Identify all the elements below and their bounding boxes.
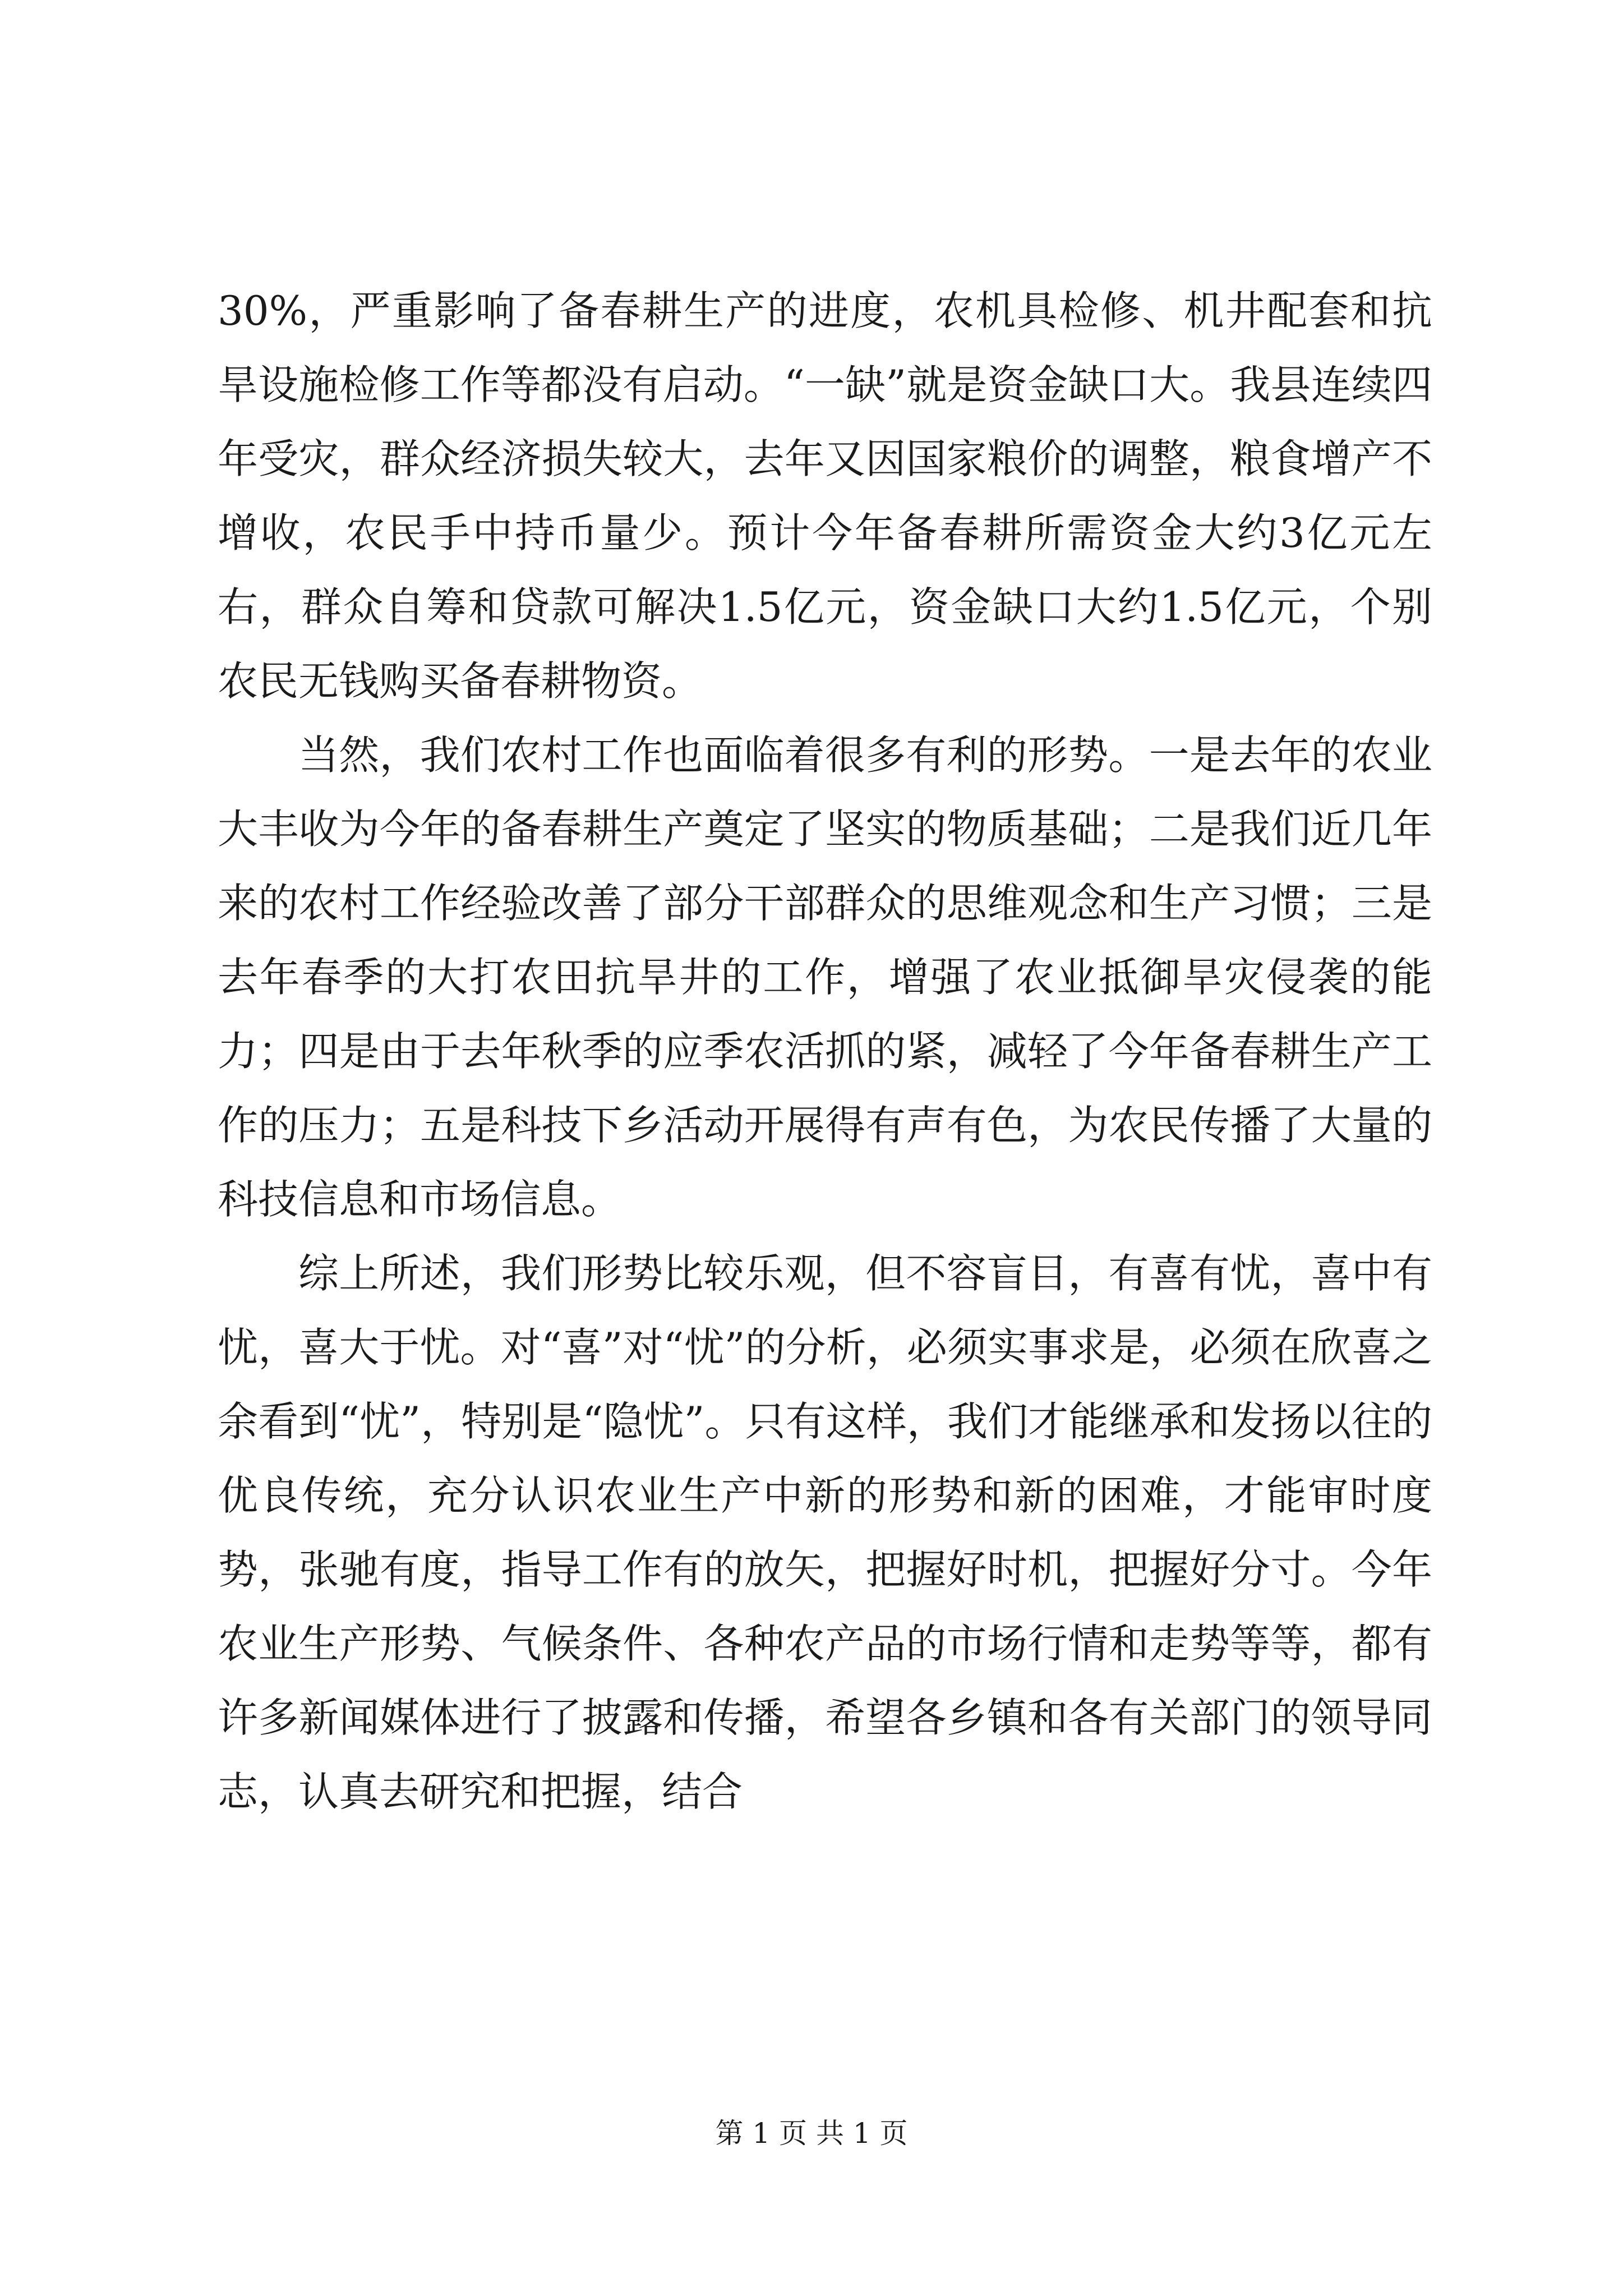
paragraph-summary: 综上所述，我们形势比较乐观，但不容盲目，有喜有忧，喜中有忧，喜大于忧。对“喜”对“忧”的分析，必须实事求是，必须在欣喜之余看到“忧”，特别是“隐忧”。只有这样，我们才能继承和发扬以往的优良传统，充分认识农业生产中新的形势和新的困难，才能审时度势，张驰有度，指导工作有的放矢，把握好时机，把握好分寸。今年农业生产形势、气候条件、各种农产品的市场行情和走势等等，都有许多新闻媒体进行了披露和传播，希望各乡镇和各有关部门的领导同志，认真去研究和把握，结合 — [218, 1250, 1432, 1815]
page-number-footer: 第 1 页 共 1 页 — [715, 2117, 908, 2150]
paragraph-funding-gap: 30%，严重影响了备春耕生产的进度，农机具检修、机井配套和抗旱设施检修工作等都没有启动。“一缺”就是资金缺口大。我县连续四年受灾，群众经济损失较大，去年又因国家粮价的调整，粮食增产不增收，农民手中持币量少。预计今年备春耕所需资金大约3亿元左右，群众自筹和贷款可解决1.5亿元，资金缺口大约1.5亿元，个别农民无钱购买备春耕物资。 — [218, 287, 1432, 705]
paragraph-favorable-conditions: 当然，我们农村工作也面临着很多有利的形势。一是去年的农业大丰收为今年的备春耕生产奠定了坚实的物质基础；二是我们近几年来的农村工作经验改善了部分干部群众的思维观念和生产习惯；三是去年春季的大打农田抗旱井的工作，增强了农业抵御旱灾侵袭的能力；四是由于去年秋季的应季农活抓的紧，减轻了今年备春耕生产工作的压力；五是科技下乡活动开展得有声有色，为农民传播了大量的科技信息和市场信息。 — [218, 731, 1432, 1223]
document-body — [218, 274, 1432, 1829]
